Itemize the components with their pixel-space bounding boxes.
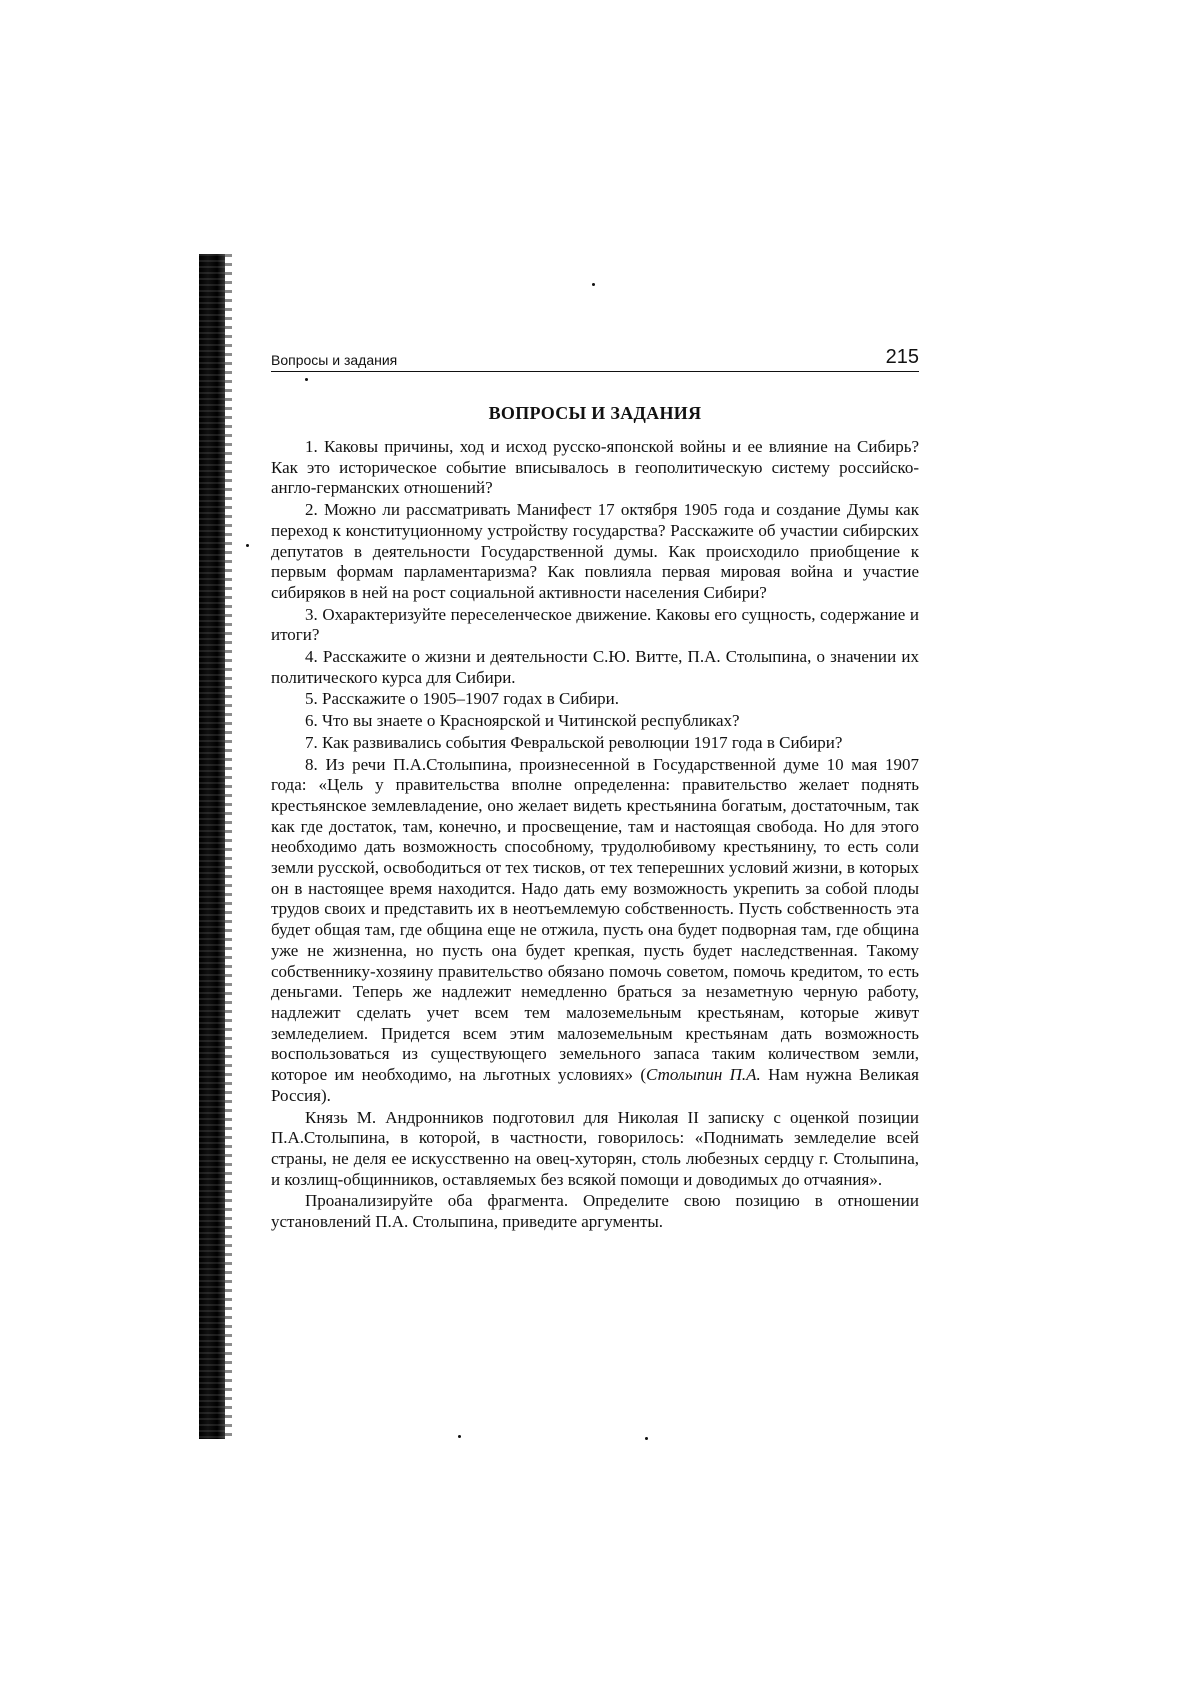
running-title: Вопросы и задания	[271, 352, 398, 368]
question-paragraph: 4. Расскажите о жизни и деятельности С.Ю. Витте, П.А. Столыпина, о значении их политического курса для Сибири.	[271, 647, 919, 687]
question-paragraph: 3. Охарактеризуйте переселенческое движение. Каковы его сущность, содержание и итоги?	[271, 604, 919, 645]
citation-author: Столыпин П.А.	[646, 1065, 761, 1085]
question-paragraph: 2. Можно ли рассматривать Манифест 17 октября 1905 года и создание Думы как переход к конституционному устройству государства? Расскажите об участии сибирских депутатов в деятельности Государственной думы. Как происходило приобщение к первым формам парламентаризма? Как повлияла первая мировая война и участие сибиряков в ней на рост социальной активности населения Сибири?	[271, 500, 919, 602]
assignment-paragraph: Проанализируйте оба фрагмента. Определите свою позицию в отношении установлений П.А. Столыпина, приведите аргументы.	[271, 1191, 919, 1232]
book-page	[271, 340, 919, 1234]
page-number: 215	[885, 346, 919, 368]
question-8-text: 8. Из речи П.А.Столыпина, произнесенной в Государственной думе 10 мая 1907 года: «Цель у правительства вполне определенна: правительство желает поднять крестьянское землевладение, оно желает видеть крестьянина богатым, достаточным, так как где достаток, там, конечно, и просвещение, там и настоящая свобода. Но для этого необходимо дать возможность способному, трудолюбивому крестьянину, то есть соли земли русской, освободиться от тех тисков, от тех теперешних условий жизни, в которых он в настоящее время находится. Надо дать ему возможность укрепить за собой плоды трудов своих и представить их в неотъемлемую собственность. Пусть собственность эта будет общая там, где община еще не отжила, пусть она будет подворная там, где община уже не жизненна, но пусть она будет крепкая, пусть будет наследственная. Такому собственнику-хозяину правительство обязано помочь советом, помочь кредитом, то есть деньгами. Теперь же надлежит немедленно браться за незаметную черную работу, надлежит сделать учет всем тем малоземельным крестьянам, которые живут земледелием. Придется всем этим малоземельным крестьянам дать возможность воспользоваться из существующего земельного запаса таким количеством земли, которое им необходимо, на льготных условиях» (	[271, 754, 919, 1085]
scan-speck	[592, 283, 595, 286]
citation-source: Нам нужна Великая Россия).	[271, 1065, 919, 1105]
scan-speck	[458, 1435, 461, 1438]
andronnikov-paragraph: Князь М. Андронников подготовил для Николая II записку с оценкой позиции П.А.Столыпина, в которой, в частности, говорилось: «Поднимать земледелие всей страны, не деля ее искусственно на овец-хуторян, столь любезных сердцу г. Столыпина, и козлищ-общинников, оставляемых без всякой помощи и доводимых до отчаяния».	[271, 1107, 919, 1189]
question-paragraph: 5. Расскажите о 1905–1907 годах в Сибири.	[305, 689, 620, 709]
questions-section	[271, 437, 919, 1233]
question-paragraph: 6. Что вы знаете о Красноярской и Читинской республиках?	[305, 711, 740, 731]
scan-speck	[246, 544, 249, 547]
scan-speck	[645, 1437, 648, 1440]
question-paragraph: 1. Каковы причины, ход и исход русско-японской войны и ее влияние на Сибирь? Как это историческое событие вписывалось в геополитическую систему российско-англо-германских отношений?	[271, 437, 919, 498]
question-8-paragraph	[271, 755, 919, 1107]
section-heading: ВОПРОСЫ И ЗАДАНИЯ	[488, 403, 702, 423]
scan-binding-shadow	[199, 254, 225, 1439]
question-paragraph: 7. Как развивались события Февральской революции 1917 года в Сибири?	[305, 732, 843, 752]
running-header	[271, 340, 919, 372]
